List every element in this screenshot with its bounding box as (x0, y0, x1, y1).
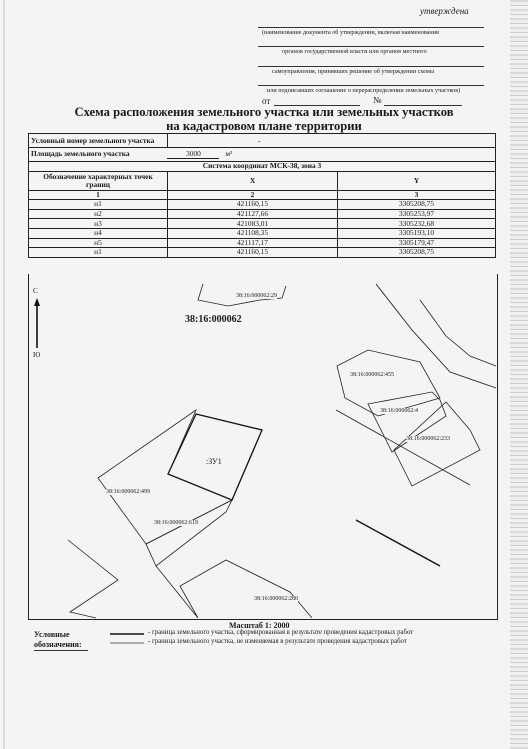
area-value: 3000 (167, 150, 219, 159)
from-label: от (262, 96, 271, 106)
point-name: н2 (29, 209, 168, 219)
header-note-4: или подписавших соглашение о перераспределении земельных участков) (267, 87, 461, 94)
point-x: 421108,35 (168, 228, 338, 238)
point-y: 3305193,10 (338, 228, 496, 238)
header-point-designation: Обозначение характерных точек границ (29, 171, 168, 190)
road-line-2 (420, 300, 496, 366)
point-name: н4 (29, 228, 168, 238)
header-note-2: органов государственной власти или органов местного (282, 48, 427, 55)
parcel-label-619: 38:16:000062:619 (154, 520, 199, 526)
road-line-4 (356, 520, 440, 566)
point-name: н1 (29, 248, 168, 258)
point-x: 421160,15 (168, 248, 338, 258)
parcel-boundary-4 (368, 392, 446, 452)
point-x: 421127,66 (168, 209, 338, 219)
point-x: 421083,01 (168, 219, 338, 229)
header-note-1: (наименование документа об утверждении, включая наименования (262, 29, 439, 36)
header-y: Y (338, 171, 496, 190)
parcel-label-455: 38:16:000062:455 (350, 372, 395, 378)
document-title-line1: Схема расположения земельного участка или земельных участков (74, 105, 454, 119)
point-name: н3 (29, 219, 168, 229)
point-name: н1 (29, 200, 168, 210)
cadastral-block-label: 38:16:000062 (185, 314, 242, 325)
parcel-boundary-619 (146, 500, 232, 566)
point-name: н5 (29, 238, 168, 248)
parcel-boundary-lower-left (68, 540, 118, 618)
legend-title-line2: обозначения: (34, 640, 82, 649)
coordinate-system: Система координат МСК-38, зона 3 (29, 162, 496, 172)
parcel-label-zu1: :ЗУ1 (206, 457, 222, 466)
legend-item-new-boundary: - граница земельного участка, сформированная в результате проведения кадастровых работ (148, 629, 414, 636)
legend-title-line1: Условные (34, 630, 70, 639)
col-number-1: 1 (29, 190, 168, 200)
header-x: X (168, 171, 338, 190)
parcel-boundary-233 (394, 402, 480, 486)
road-line-3 (336, 410, 470, 485)
point-y: 3305208,75 (338, 248, 496, 258)
col-number-3: 3 (338, 190, 496, 200)
legend-title-underline (34, 650, 88, 651)
point-y: 3305208,75 (338, 200, 496, 210)
point-x: 421160,15 (168, 200, 338, 210)
col-number-2: 2 (168, 190, 338, 200)
point-y: 3305253,97 (338, 209, 496, 219)
area-unit: м² (225, 149, 233, 158)
document-title-line2: на кадастровом плане территории (166, 119, 362, 133)
parcel-label-280: 38:16:000062:280 (254, 596, 299, 602)
map-scale: Масштаб 1: 2000 (229, 621, 290, 630)
number-label: № (373, 95, 382, 105)
area-label: Площадь земельного участка (31, 149, 130, 158)
point-y: 3305179,47 (338, 238, 496, 248)
point-y: 3305232,68 (338, 219, 496, 229)
parcel-boundary-455 (337, 350, 440, 416)
north-label: С (33, 287, 38, 295)
legend-item-unchanged-boundary: - граница земельного участка, не изменяемая в результате проведения кадастровых работ (148, 638, 407, 645)
parcel-label-499: 38:16:000062:499 (106, 489, 151, 495)
parcel-boundary-lower-middle (156, 560, 312, 618)
approved-heading: утверждена (420, 6, 469, 16)
conditional-number-label: Условный номер земельного участка (29, 134, 168, 148)
north-arrow-icon (34, 298, 40, 348)
conditional-number-value: - (168, 134, 496, 148)
parcel-label-29: 38:16:000062:29 (236, 293, 278, 299)
header-note-3: самоуправления, принявших решение об утверждении схемы (272, 68, 434, 75)
parcel-label-233: 38:16:000062:233 (406, 436, 451, 442)
parcel-label-4: 38:16:000062:4 (380, 408, 419, 414)
point-x: 421117,17 (168, 238, 338, 248)
south-label: Ю (33, 351, 41, 359)
